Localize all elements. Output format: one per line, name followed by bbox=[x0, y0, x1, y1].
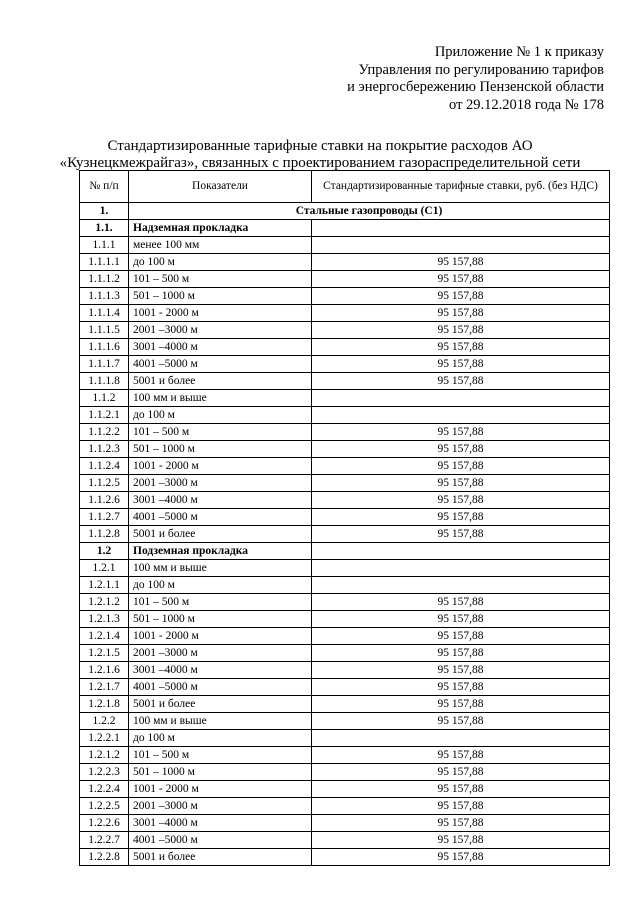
row-label: 101 – 500 м bbox=[129, 424, 312, 441]
row-label: 2001 –3000 м bbox=[129, 798, 312, 815]
row-rate-value: 95 157,88 bbox=[312, 713, 610, 730]
row-rate-value: 95 157,88 bbox=[312, 254, 610, 271]
row-label: 1001 - 2000 м bbox=[129, 305, 312, 322]
row-label: 2001 –3000 м bbox=[129, 322, 312, 339]
row-rate-value: 95 157,88 bbox=[312, 662, 610, 679]
table-row bbox=[80, 662, 610, 679]
row-rate-value: 95 157,88 bbox=[312, 441, 610, 458]
row-number: 1.2.1.8 bbox=[80, 696, 129, 713]
row-label: 3001 –4000 м bbox=[129, 339, 312, 356]
row-label: менее 100 мм bbox=[129, 237, 312, 254]
row-rate-value: 95 157,88 bbox=[312, 492, 610, 509]
table-row bbox=[80, 543, 610, 560]
row-number: 1.2.1.3 bbox=[80, 611, 129, 628]
row-number: 1.2.1.7 bbox=[80, 679, 129, 696]
table-header-row bbox=[80, 171, 610, 203]
row-rate-value: 95 157,88 bbox=[312, 526, 610, 543]
row-label: 100 мм и выше bbox=[129, 390, 312, 407]
row-rate-value: 95 157,88 bbox=[312, 798, 610, 815]
table-row bbox=[80, 730, 610, 747]
table-row bbox=[80, 305, 610, 322]
row-rate-value: 95 157,88 bbox=[312, 509, 610, 526]
table-row bbox=[80, 747, 610, 764]
row-rate-value bbox=[312, 543, 610, 560]
row-number: 1.2.2.7 bbox=[80, 832, 129, 849]
row-number: 1.2.1.1 bbox=[80, 577, 129, 594]
row-label: 2001 –3000 м bbox=[129, 475, 312, 492]
table-row bbox=[80, 764, 610, 781]
table-row bbox=[80, 611, 610, 628]
header-indicators: Показатели bbox=[129, 171, 312, 203]
row-rate-value: 95 157,88 bbox=[312, 815, 610, 832]
title-line-1: Стандартизированные тарифные ставки на покрытие расходов АО bbox=[107, 138, 533, 154]
table-row bbox=[80, 798, 610, 815]
row-number: 1.2.1.5 bbox=[80, 645, 129, 662]
row-rate-value: 95 157,88 bbox=[312, 781, 610, 798]
row-label: 3001 –4000 м bbox=[129, 815, 312, 832]
row-label: 100 мм и выше bbox=[129, 713, 312, 730]
table-row bbox=[80, 594, 610, 611]
row-number: 1.2.2 bbox=[80, 713, 129, 730]
row-number: 1.1.1.1 bbox=[80, 254, 129, 271]
row-rate-value: 95 157,88 bbox=[312, 356, 610, 373]
header-line-3: и энергосбережению Пензенской области bbox=[347, 79, 604, 95]
row-label: до 100 м bbox=[129, 407, 312, 424]
row-rate-value: 95 157,88 bbox=[312, 696, 610, 713]
row-label: 1001 - 2000 м bbox=[129, 781, 312, 798]
section-title: Стальные газопроводы (С1) bbox=[129, 203, 610, 220]
row-label: 3001 –4000 м bbox=[129, 662, 312, 679]
row-number: 1.1.2.6 bbox=[80, 492, 129, 509]
row-label: 5001 и более bbox=[129, 526, 312, 543]
table-row bbox=[80, 628, 610, 645]
row-rate-value: 95 157,88 bbox=[312, 679, 610, 696]
table-row bbox=[80, 237, 610, 254]
row-rate-value: 95 157,88 bbox=[312, 747, 610, 764]
row-number: 1.2.2.8 bbox=[80, 849, 129, 866]
row-number: 1.1.2.7 bbox=[80, 509, 129, 526]
row-number: 1.1. bbox=[80, 220, 129, 237]
table-row bbox=[80, 203, 610, 220]
row-rate-value bbox=[312, 390, 610, 407]
row-label: до 100 м bbox=[129, 254, 312, 271]
row-number: 1.2.2.6 bbox=[80, 815, 129, 832]
row-rate-value: 95 157,88 bbox=[312, 645, 610, 662]
table-row bbox=[80, 492, 610, 509]
table-row bbox=[80, 322, 610, 339]
row-number: 1.2.2.5 bbox=[80, 798, 129, 815]
row-label: 1001 - 2000 м bbox=[129, 458, 312, 475]
table-row bbox=[80, 526, 610, 543]
table-row bbox=[80, 679, 610, 696]
header-line-1: Приложение № 1 к приказу bbox=[434, 44, 604, 60]
row-number: 1.1.1.7 bbox=[80, 356, 129, 373]
row-number: 1.1.2.2 bbox=[80, 424, 129, 441]
row-label: 5001 и более bbox=[129, 373, 312, 390]
row-number: 1.2.1.2 bbox=[80, 747, 129, 764]
row-label: 501 – 1000 м bbox=[129, 611, 312, 628]
row-rate-value bbox=[312, 237, 610, 254]
table-row bbox=[80, 645, 610, 662]
row-label: 101 – 500 м bbox=[129, 594, 312, 611]
table-row bbox=[80, 390, 610, 407]
row-label: 4001 –5000 м bbox=[129, 509, 312, 526]
row-label: 501 – 1000 м bbox=[129, 441, 312, 458]
row-label: Подземная прокладка bbox=[129, 543, 312, 560]
header-number: № п/п bbox=[80, 171, 129, 203]
table-row bbox=[80, 441, 610, 458]
row-label: до 100 м bbox=[129, 577, 312, 594]
row-label: 5001 и более bbox=[129, 696, 312, 713]
title-line-2: «Кузнецкмежрайгаз», связанных с проектированием газораспределительной сети bbox=[59, 155, 581, 171]
order-header bbox=[347, 44, 604, 114]
row-label: 4001 –5000 м bbox=[129, 832, 312, 849]
row-number: 1.1.1.3 bbox=[80, 288, 129, 305]
table-row bbox=[80, 781, 610, 798]
table-body bbox=[80, 203, 610, 866]
row-number: 1.2.1.6 bbox=[80, 662, 129, 679]
table-row bbox=[80, 407, 610, 424]
table-row bbox=[80, 577, 610, 594]
row-rate-value: 95 157,88 bbox=[312, 271, 610, 288]
row-number: 1.2.2.4 bbox=[80, 781, 129, 798]
tariff-rates-table bbox=[79, 170, 610, 866]
row-rate-value: 95 157,88 bbox=[312, 288, 610, 305]
header-line-4: от 29.12.2018 года № 178 bbox=[449, 96, 604, 113]
table-row bbox=[80, 288, 610, 305]
table-row bbox=[80, 458, 610, 475]
row-number: 1.2.2.3 bbox=[80, 764, 129, 781]
row-rate-value: 95 157,88 bbox=[312, 611, 610, 628]
table-row bbox=[80, 356, 610, 373]
row-number: 1. bbox=[80, 203, 129, 220]
row-label: 2001 –3000 м bbox=[129, 645, 312, 662]
row-rate-value bbox=[312, 560, 610, 577]
row-rate-value: 95 157,88 bbox=[312, 322, 610, 339]
row-rate-value bbox=[312, 730, 610, 747]
row-number: 1.2.1.2 bbox=[80, 594, 129, 611]
row-rate-value: 95 157,88 bbox=[312, 424, 610, 441]
row-number: 1.1.2 bbox=[80, 390, 129, 407]
row-label: до 100 м bbox=[129, 730, 312, 747]
table-row bbox=[80, 832, 610, 849]
table-row bbox=[80, 271, 610, 288]
row-number: 1.1.1.6 bbox=[80, 339, 129, 356]
row-label: 100 мм и выше bbox=[129, 560, 312, 577]
table-row bbox=[80, 815, 610, 832]
table-row bbox=[80, 560, 610, 577]
row-number: 1.1.1 bbox=[80, 237, 129, 254]
table-row bbox=[80, 696, 610, 713]
row-rate-value bbox=[312, 220, 610, 237]
table-row bbox=[80, 373, 610, 390]
row-label: 501 – 1000 м bbox=[129, 764, 312, 781]
row-label: 1001 - 2000 м bbox=[129, 628, 312, 645]
row-rate-value bbox=[312, 407, 610, 424]
row-rate-value bbox=[312, 577, 610, 594]
row-number: 1.1.1.2 bbox=[80, 271, 129, 288]
row-number: 1.2 bbox=[80, 543, 129, 560]
row-rate-value: 95 157,88 bbox=[312, 475, 610, 492]
row-label: 4001 –5000 м bbox=[129, 356, 312, 373]
table-row bbox=[80, 509, 610, 526]
row-number: 1.2.1 bbox=[80, 560, 129, 577]
row-rate-value: 95 157,88 bbox=[312, 305, 610, 322]
row-number: 1.1.2.4 bbox=[80, 458, 129, 475]
row-rate-value: 95 157,88 bbox=[312, 764, 610, 781]
row-rate-value: 95 157,88 bbox=[312, 849, 610, 866]
table-row bbox=[80, 475, 610, 492]
row-number: 1.1.1.4 bbox=[80, 305, 129, 322]
row-rate-value: 95 157,88 bbox=[312, 458, 610, 475]
header-line-2: Управления по регулированию тарифов bbox=[358, 61, 604, 78]
table-row bbox=[80, 849, 610, 866]
row-label: 101 – 500 м bbox=[129, 747, 312, 764]
table-row bbox=[80, 339, 610, 356]
row-label: 3001 –4000 м bbox=[129, 492, 312, 509]
row-rate-value: 95 157,88 bbox=[312, 594, 610, 611]
row-rate-value: 95 157,88 bbox=[312, 373, 610, 390]
row-number: 1.2.2.1 bbox=[80, 730, 129, 747]
row-number: 1.1.2.1 bbox=[80, 407, 129, 424]
row-label: 5001 и более bbox=[129, 849, 312, 866]
row-number: 1.2.1.4 bbox=[80, 628, 129, 645]
row-rate-value: 95 157,88 bbox=[312, 832, 610, 849]
header-rates: Стандартизированные тарифные ставки, руб. (без НДС) bbox=[312, 171, 610, 203]
row-label: 4001 –5000 м bbox=[129, 679, 312, 696]
row-number: 1.1.1.8 bbox=[80, 373, 129, 390]
document-title bbox=[40, 138, 600, 172]
row-label: Надземная прокладка bbox=[129, 220, 312, 237]
row-label: 501 – 1000 м bbox=[129, 288, 312, 305]
table-row bbox=[80, 220, 610, 237]
row-rate-value: 95 157,88 bbox=[312, 339, 610, 356]
row-number: 1.1.1.5 bbox=[80, 322, 129, 339]
table-row bbox=[80, 424, 610, 441]
row-number: 1.1.2.8 bbox=[80, 526, 129, 543]
row-label: 101 – 500 м bbox=[129, 271, 312, 288]
row-rate-value: 95 157,88 bbox=[312, 628, 610, 645]
row-number: 1.1.2.3 bbox=[80, 441, 129, 458]
table-row bbox=[80, 713, 610, 730]
row-number: 1.1.2.5 bbox=[80, 475, 129, 492]
table-row bbox=[80, 254, 610, 271]
